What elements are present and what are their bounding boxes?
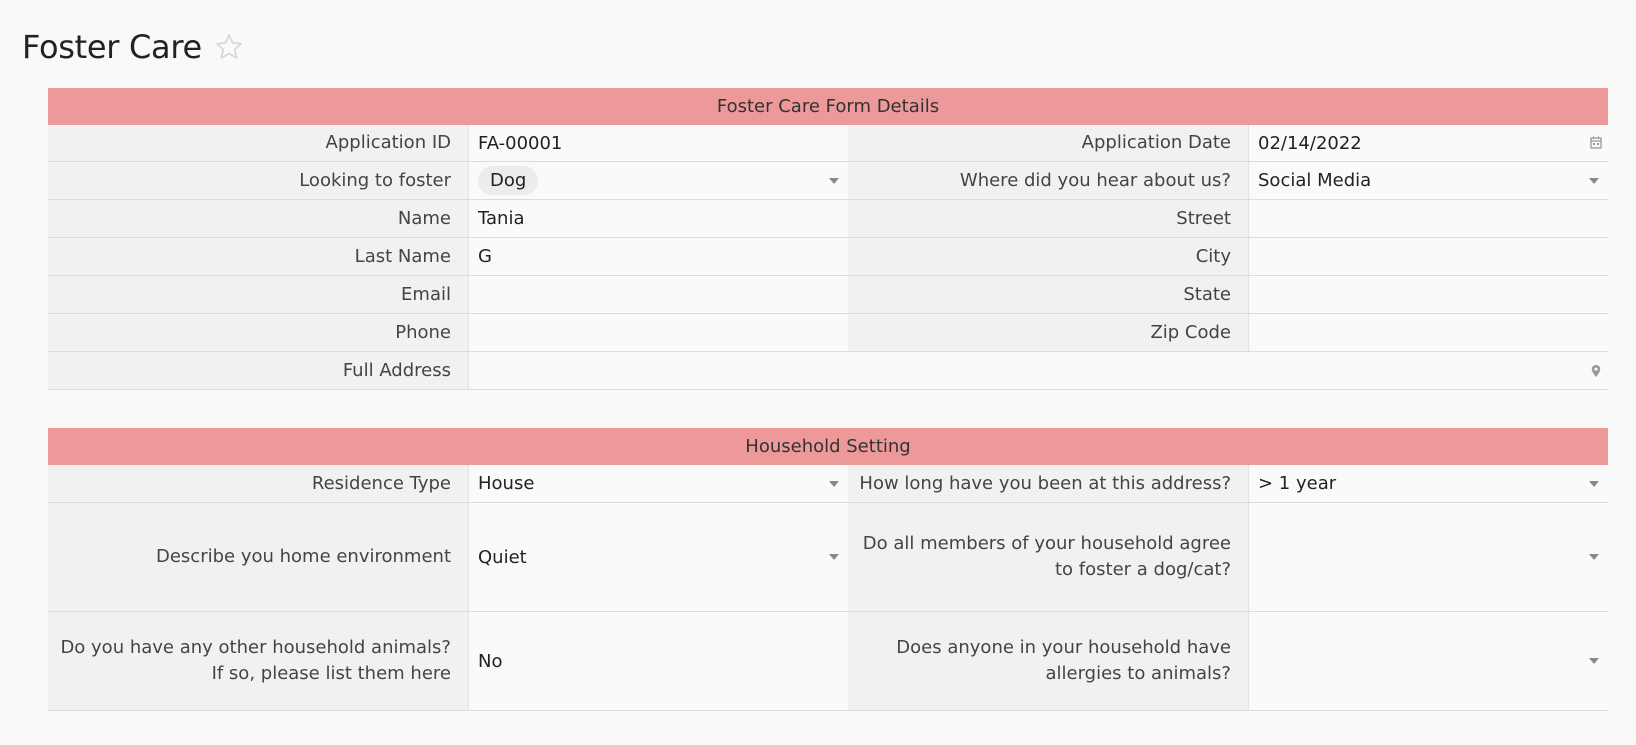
field-value: Quiet — [478, 546, 527, 568]
selection-chip: Dog — [478, 166, 538, 195]
form-row — [48, 465, 1608, 503]
field-label: Looking to foster — [48, 162, 468, 199]
field-label: Do you have any other household animals? If so, please list them here — [48, 612, 468, 710]
chevron-down-icon[interactable] — [829, 481, 839, 487]
star-icon[interactable] — [214, 32, 244, 62]
field-value: No — [478, 650, 503, 672]
household-setting-section — [48, 428, 1608, 711]
page-title: Foster Care — [22, 28, 202, 66]
field-value: G — [478, 246, 492, 267]
field-label: Where did you hear about us? — [848, 162, 1248, 199]
other-animals-field[interactable] — [468, 612, 848, 710]
name-field[interactable] — [468, 200, 848, 237]
email-field[interactable] — [468, 276, 848, 313]
field-label: Phone — [48, 314, 468, 351]
form-row — [48, 352, 1608, 390]
form-row — [48, 276, 1608, 314]
chevron-down-icon[interactable] — [1589, 658, 1599, 664]
zip-code-field[interactable] — [1248, 314, 1608, 351]
field-value: 02/14/2022 — [1258, 132, 1362, 154]
form-row — [48, 162, 1608, 200]
form-row — [48, 200, 1608, 238]
chevron-down-icon[interactable] — [829, 554, 839, 560]
field-label: City — [848, 238, 1248, 275]
field-label: Does anyone in your household have allergies to animals? — [848, 612, 1248, 710]
form-row — [48, 125, 1608, 162]
residence-type-select[interactable] — [468, 465, 848, 502]
field-label: Residence Type — [48, 465, 468, 502]
application-date-field[interactable] — [1248, 125, 1608, 161]
full-address-field[interactable] — [468, 352, 1608, 389]
form-row — [48, 612, 1608, 711]
chevron-down-icon[interactable] — [1589, 481, 1599, 487]
form-details-section — [48, 88, 1608, 390]
calendar-icon[interactable] — [1590, 136, 1602, 149]
field-label: Describe you home environment — [48, 503, 468, 611]
field-label: Last Name — [48, 238, 468, 275]
referral-source-select[interactable] — [1248, 162, 1608, 199]
allergies-select[interactable] — [1248, 612, 1608, 710]
section-header: Household Setting — [48, 428, 1608, 465]
field-label: Application ID — [48, 125, 468, 161]
street-field[interactable] — [1248, 200, 1608, 237]
field-label: State — [848, 276, 1248, 313]
last-name-field[interactable] — [468, 238, 848, 275]
field-label: Full Address — [48, 352, 468, 389]
form-row — [48, 314, 1608, 352]
field-value: FA-00001 — [478, 132, 563, 154]
field-value: House — [478, 473, 535, 494]
page-header — [22, 28, 244, 66]
time-at-address-select[interactable] — [1248, 465, 1608, 502]
city-field[interactable] — [1248, 238, 1608, 275]
field-label: Street — [848, 200, 1248, 237]
form-row — [48, 503, 1608, 612]
field-value: > 1 year — [1258, 473, 1337, 494]
field-label: Do all members of your household agree to foster a dog/cat? — [848, 503, 1248, 611]
field-label: How long have you been at this address? — [848, 465, 1248, 502]
looking-to-foster-select[interactable] — [468, 162, 848, 199]
field-label: Name — [48, 200, 468, 237]
chevron-down-icon[interactable] — [829, 178, 839, 184]
chevron-down-icon[interactable] — [1589, 554, 1599, 560]
phone-field[interactable] — [468, 314, 848, 351]
field-value: Tania — [478, 208, 525, 229]
chevron-down-icon[interactable] — [1589, 178, 1599, 184]
home-environment-select[interactable] — [468, 503, 848, 611]
state-field[interactable] — [1248, 276, 1608, 313]
household-agreement-select[interactable] — [1248, 503, 1608, 611]
field-label: Email — [48, 276, 468, 313]
section-header: Foster Care Form Details — [48, 88, 1608, 125]
form-row — [48, 238, 1608, 276]
field-value: Social Media — [1258, 170, 1372, 191]
field-label: Application Date — [848, 125, 1248, 161]
application-id-field[interactable] — [468, 125, 848, 161]
map-pin-icon[interactable] — [1590, 364, 1602, 378]
field-label: Zip Code — [848, 314, 1248, 351]
